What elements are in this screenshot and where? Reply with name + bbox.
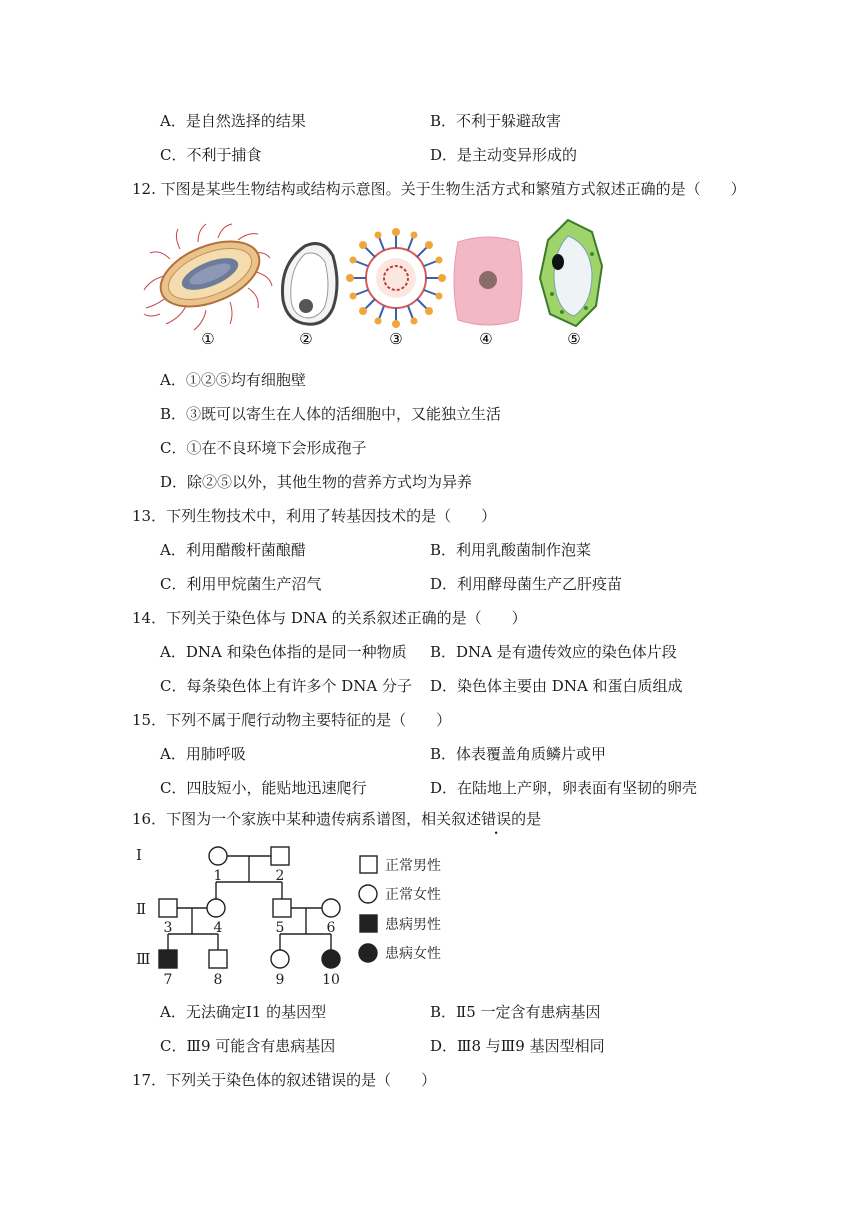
q12-figure [140, 214, 620, 350]
q14-option-d: D．染色体主要由 DNA 和蛋白质组成 [430, 677, 683, 695]
plant-cell-icon [540, 220, 602, 326]
q11-option-d: D．是主动变异形成的 [430, 146, 578, 164]
individual-2 [271, 847, 289, 865]
animal-cell-icon [454, 237, 522, 325]
q13-option-d: D．利用酵母菌生产乙肝疫苗 [430, 575, 623, 593]
individual-1 [209, 847, 227, 865]
q15-option-d: D．在陆地上产卵，卵表面有坚韧的卵壳 [430, 779, 698, 797]
individual-label-1: 1 [213, 868, 223, 884]
individual-7 [159, 950, 177, 968]
q12-option-c: C．①在不良环境下会形成孢子 [160, 439, 367, 457]
individual-label-7: 7 [163, 972, 173, 988]
individual-5 [273, 899, 291, 917]
q15-option-c: C．四肢短小，能贴地迅速爬行 [160, 779, 367, 797]
organisms-figure [140, 214, 620, 350]
q15-stem: 15．下列不属于爬行动物主要特征的是（ ） [132, 711, 452, 729]
individual-label-8: 8 [213, 972, 223, 988]
individual-label-4: 4 [213, 920, 223, 936]
figure-label-5: ⑤ [567, 330, 581, 348]
legend-affected-female: 患病女性 [385, 946, 441, 962]
bacterium-icon [144, 224, 272, 330]
q14-stem: 14．下列关于染色体与 DNA 的关系叙述正确的是（ ） [132, 609, 527, 627]
individual-6 [322, 899, 340, 917]
figure-label-2: ② [299, 330, 313, 348]
individual-3 [159, 899, 177, 917]
individual-label-6: 6 [326, 920, 336, 936]
q11-option-a: A．是自然选择的结果 [160, 112, 306, 130]
yeast-cell-icon [282, 244, 337, 325]
legend-normal-male: 正常男性 [385, 858, 441, 874]
q16-stem-tail: 的是 [511, 810, 542, 828]
individual-label-9: 9 [275, 972, 285, 988]
generation-label-3: Ⅲ [136, 950, 151, 968]
q16-stem-text: 16．下图为一个家族中某种遗传病系谱图，相关叙述 [132, 810, 482, 828]
q16-option-c: C．Ⅲ9 可能含有患病基因 [160, 1037, 336, 1055]
legend-normal-female-icon [359, 885, 377, 903]
legend-normal-female: 正常女性 [385, 887, 441, 903]
generation-label-1: Ⅰ [136, 846, 142, 864]
legend-normal-male-icon [360, 856, 377, 873]
q13-stem: 13．下列生物技术中，利用了转基因技术的是（ ） [132, 507, 497, 525]
q14-option-b: B．DNA 是有遗传效应的染色体片段 [430, 643, 677, 661]
q16-option-b: B．Ⅱ5 一定含有患病基因 [430, 1003, 601, 1021]
individual-label-10: 10 [322, 972, 340, 988]
figure-label-1: ① [201, 330, 215, 348]
individual-10 [322, 950, 340, 968]
legend-affected-female-icon [359, 944, 377, 962]
q16-option-d: D．Ⅲ8 与Ⅲ9 基因型相同 [430, 1037, 605, 1055]
q17-stem: 17．下列关于染色体的叙述错误的是（ ） [132, 1071, 437, 1089]
q14-option-a: A．DNA 和染色体指的是同一种物质 [160, 643, 407, 661]
q12-option-d: D．除②⑤以外，其他生物的营养方式均为异养 [160, 473, 473, 491]
individual-label-2: 2 [275, 868, 285, 884]
q11-option-c: C．不利于捕食 [160, 146, 262, 164]
individual-label-3: 3 [163, 920, 173, 936]
q16-stem [132, 809, 541, 829]
virus-icon [346, 228, 446, 328]
q16-stem-emphasis: 错误 [481, 810, 512, 828]
q12-option-a: A．①②⑤均有细胞壁 [160, 371, 306, 389]
q15-option-b: B．体表覆盖角质鳞片或甲 [430, 745, 607, 763]
figure-label-3: ③ [389, 330, 403, 348]
individual-8 [209, 950, 227, 968]
individual-label-5: 5 [275, 920, 285, 936]
q14-option-c: C．每条染色体上有许多个 DNA 分子 [160, 677, 412, 695]
q16-option-a: A．无法确定Ⅰ1 的基因型 [160, 1003, 327, 1021]
q11-option-b: B．不利于躲避敌害 [430, 112, 562, 130]
pedigree-chart [130, 838, 460, 990]
q12-option-b: B．③既可以寄生在人体的活细胞中，又能独立生活 [160, 405, 502, 423]
legend-affected-male: 患病男性 [385, 917, 441, 933]
q13-option-c: C．利用甲烷菌生产沼气 [160, 575, 322, 593]
figure-label-4: ④ [479, 330, 493, 348]
legend-affected-male-icon [360, 915, 377, 932]
q12-stem: 12. 下图是某些生物结构或结构示意图。关于生物生活方式和繁殖方式叙述正确的是（ ） [132, 180, 746, 198]
q13-option-a: A．利用醋酸杆菌酿醋 [160, 541, 306, 559]
generation-label-2: Ⅱ [136, 900, 147, 918]
individual-4 [207, 899, 225, 917]
q13-option-b: B．利用乳酸菌制作泡菜 [430, 541, 592, 559]
q15-option-a: A．用肺呼吸 [160, 745, 246, 763]
individual-9 [271, 950, 289, 968]
